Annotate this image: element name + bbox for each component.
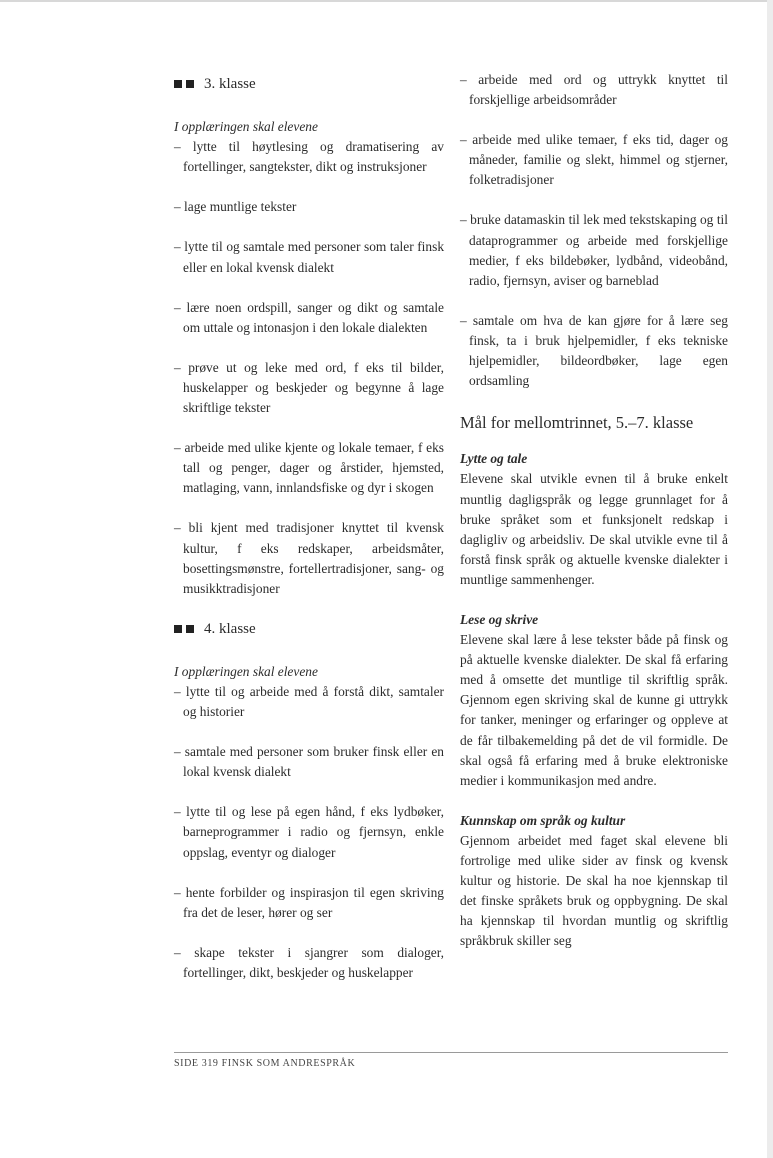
paragraph: Elevene skal utvikle evnen til å bruke enkelt muntlig dagligspråk og legge grunnlaget for å bruke språket som et funksjonelt redskap i dagligliv og arbeidsliv. De skal utvikle evne til å forstå finsk språk og aktuelle kvenske dialekter i muntlige sammenhenger. [460, 471, 728, 587]
page-footer: SIDE 319 FINSK SOM ANDRESPRÅK [174, 1058, 356, 1069]
goal-heading: Mål for mellomtrinnet, 5.–7. klasse [460, 413, 694, 433]
subheading-lese: Lese og skrive [460, 611, 539, 627]
subheading-kunnskap: Kunnskap om språk og kultur [460, 812, 626, 828]
paragraph: Gjennom arbeidet med faget skal elevene bli fortrolige med ulike sider av finsk og kvensk kultur og historie. De skal ha noe kjennskap til det finske språkets bruk og oppbygning. De skal ha kjennskap til hvordan muntlig og skriftlig språkbruk skiller seg [460, 832, 728, 949]
list-item: – hente forbilder og inspirasjon til egen skriving fra det de leser, hører og ser [174, 883, 444, 923]
list-item: – lage muntlige tekster [174, 197, 444, 217]
square-bullet-icon [174, 625, 182, 633]
list-item: – lytte til og lese på egen hånd, f eks lydbøker, barneprogrammer i radio og fjernsyn, enkle oppslag, eventyr og dialoger [174, 802, 444, 862]
page-edge-shadow [767, 0, 773, 1158]
list-item: – bruke datamaskin til lek med tekstskaping og til dataprogrammer og arbeide med forskjellige medier, f eks bildebøker, lydbånd, videobånd, radio, fjernsyn, aviser og barneblad [460, 210, 728, 290]
intro-text: I opplæringen skal elevene [174, 663, 318, 679]
list-item: – samtale med personer som bruker finsk eller en lokal kvensk dialekt [174, 742, 444, 782]
left-column [174, 70, 444, 983]
list-item: – lytte til og arbeide med å forstå dikt, samtaler og historier [174, 682, 444, 722]
top-edge-line [0, 0, 773, 2]
subheading-lytte: Lytte og tale [460, 451, 528, 467]
square-bullet-icon [186, 80, 194, 88]
square-bullet-icon [174, 80, 182, 88]
right-column [460, 70, 728, 971]
square-bullet-icon [186, 625, 194, 633]
list-item: – lytte til høytlesing og dramatisering av fortellinger, sangtekster, dikt og instruksjoner [174, 137, 444, 177]
intro-text: I opplæringen skal elevene [174, 119, 318, 135]
list-item: – lære noen ordspill, sanger og dikt og samtale om uttale og intonasjon i den lokale dialekten [174, 298, 444, 338]
list-item: – bli kjent med tradisjoner knyttet til kvensk kultur, f eks redskaper, arbeidsmåter, bosettingsmønstre, fortellertradisjoner, sang- og musikktradisjoner [174, 518, 444, 598]
paragraph: Elevene skal lære å lese tekster både på finsk og på aktuelle kvenske dialekter. De skal få erfaring med å omsette det muntlige til skriftlig språk. Gjennom egen skriving skal de kunne gi uttrykk for tanker, meninger og erfaringer og oppleve at de får tilbakemelding på det de vil formidle. De skal også få erfaring med å bruke elektroniske medier i kommunikasjon med andre. [460, 632, 728, 788]
section-heading-4: 4. klasse [174, 619, 444, 639]
list-item: – arbeide med ulike kjente og lokale temaer, f eks tall og penger, dager og årstider, hjemsted, matlaging, vann, innlandsfiske og dyr i skogen [174, 438, 444, 498]
list-item: – arbeide med ord og uttrykk knyttet til forskjellige arbeidsområder [460, 70, 728, 110]
list-item: – samtale om hva de kan gjøre for å lære seg finsk, ta i bruk hjelpemidler, f eks tekniske hjelpemidler, bildeordbøker, lage egen ordsamling [460, 311, 728, 391]
footer-rule [174, 1052, 728, 1053]
section-heading-3: 3. klasse [174, 74, 444, 94]
list-item: – lytte til og samtale med personer som taler finsk eller en lokal kvensk dialekt [174, 237, 444, 277]
list-item: – prøve ut og leke med ord, f eks til bilder, huskelapper og beskjeder og begynne å lage skriftlige tekster [174, 358, 444, 418]
list-item: – arbeide med ulike temaer, f eks tid, dager og måneder, familie og slekt, himmel og stjerner, folketradisjoner [460, 130, 728, 190]
list-item: – skape tekster i sjangrer som dialoger, fortellinger, dikt, beskjeder og huskelapper [174, 943, 444, 983]
